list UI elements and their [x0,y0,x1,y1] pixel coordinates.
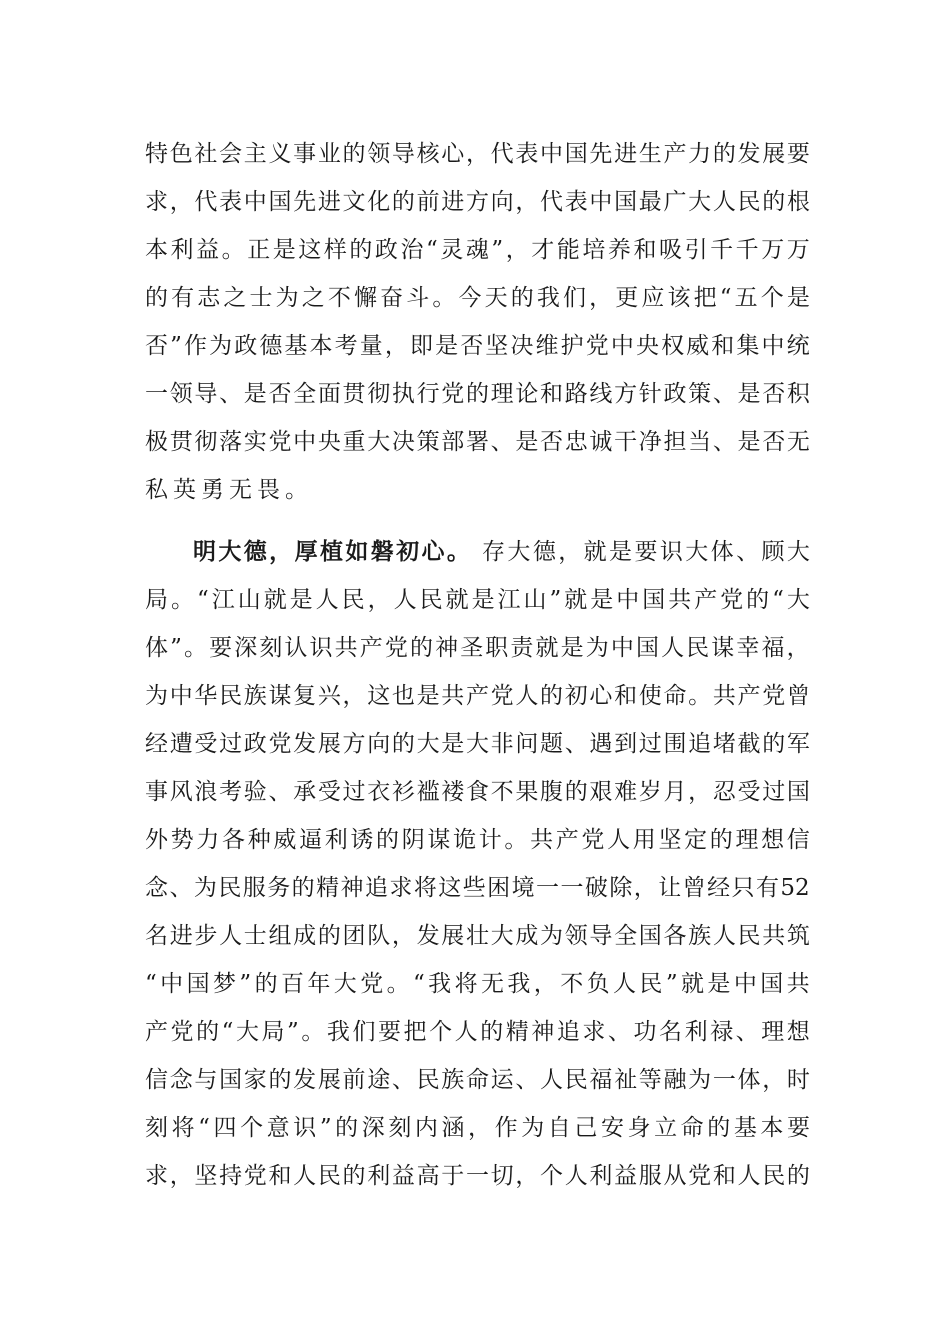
p2-line: 经 遭 受 过 政 党 发 展 方 向 的 大 是 大 非 问 题 、 遇 到 过 围 追 堵 截 的 军 [145,731,810,757]
p2-line: 名 进 步 人 士 组 成 的 团 队 ， 发 展 壮 大 成 为 领 导 全 国 各 族 人 民 共 筑 [145,923,810,949]
p2-line: 局 。 “ 江 山 就 是 人 民 ， 人 民 就 是 江 山 ” 就 是 中 国 共 产 党 的 “ 大 [145,587,810,613]
p2-line: 刻 将 “ 四 个 意 识 ” 的 深 刻 内 涵 ， 作 为 自 己 安 身 立 命 的 基 本 要 [145,1115,810,1141]
p2-lead-heading: 明 大 德 ， 厚 植 如 磐 初 心 。 [193,539,470,565]
p2-line: 体 ” 。 要 深 刻 认 识 共 产 党 的 神 圣 职 责 就 是 为 中 国 人 民 谋 幸 福 ， [145,635,810,661]
p1-line: 特 色 社 会 主 义 事 业 的 领 导 核 心 ， 代 表 中 国 先 进 生 产 力 的 发 展 要 [145,141,810,167]
p1-line: 求 ， 代 表 中 国 先 进 文 化 的 前 进 方 向 ， 代 表 中 国 最 广 大 人 民 的 根 [145,189,810,215]
p2-first-line-rest: 存 大 德 ， 就 是 要 识 大 体 、 顾 大 [482,539,810,565]
p2-line: 念 、 为 民 服 务 的 精 神 追 求 将 这 些 困 境 一 一 破 除 ， 让 曾 经 只 有 52 [145,875,810,901]
p2-line: 为 中 华 民 族 谋 复 兴 ， 这 也 是 共 产 党 人 的 初 心 和 使 命 。 共 产 党 曾 [145,683,810,709]
p2-line: 外 势 力 各 种 威 逼 利 诱 的 阴 谋 诡 计 。 共 产 党 人 用 坚 定 的 理 想 信 [145,827,810,853]
p2-line: 事 风 浪 考 验 、 承 受 过 衣 衫 褴 褛 食 不 果 腹 的 艰 难 岁 月 ， 忍 受 过 国 [145,779,810,805]
p2-line: 信 念 与 国 家 的 发 展 前 途 、 民 族 命 运 、 人 民 福 祉 等 融 为 一 体 ， 时 [145,1067,810,1093]
p1-last-line: 私英勇无畏。 [145,477,313,503]
p2-line: 求 ， 坚 持 党 和 人 民 的 利 益 高 于 一 切 ， 个 人 利 益 服 从 党 和 人 民 的 [145,1163,810,1189]
p1-line: 本 利 益 。 正 是 这 样 的 政 治 “ 灵 魂 ” ， 才 能 培 养 和 吸 引 千 千 万 万 [145,237,810,263]
p1-line: 极 贯 彻 落 实 党 中 央 重 大 决 策 部 署 、 是 否 忠 诚 干 净 担 当 、 是 否 无 [145,429,810,455]
p1-line: 一 领 导 、 是 否 全 面 贯 彻 执 行 党 的 理 论 和 路 线 方 针 政 策 、 是 否 积 [145,381,810,407]
p1-line: 的 有 志 之 士 为 之 不 懈 奋 斗 。 今 天 的 我 们 ， 更 应 该 把 “ 五 个 是 [145,285,810,311]
p2-first-line [193,535,810,569]
p2-line: “ 中 国 梦 ” 的 百 年 大 党 。 “ 我 将 无 我 ， 不 负 人 民 ” 就 是 中 国 共 [145,971,810,997]
p2-line: 产 党 的 “ 大 局 ” 。 我 们 要 把 个 人 的 精 神 追 求 、 功 名 利 禄 、 理 想 [145,1019,810,1045]
p1-line: 否 ” 作 为 政 德 基 本 考 量 ， 即 是 否 坚 决 维 护 党 中 央 权 威 和 集 中 统 [145,333,810,359]
